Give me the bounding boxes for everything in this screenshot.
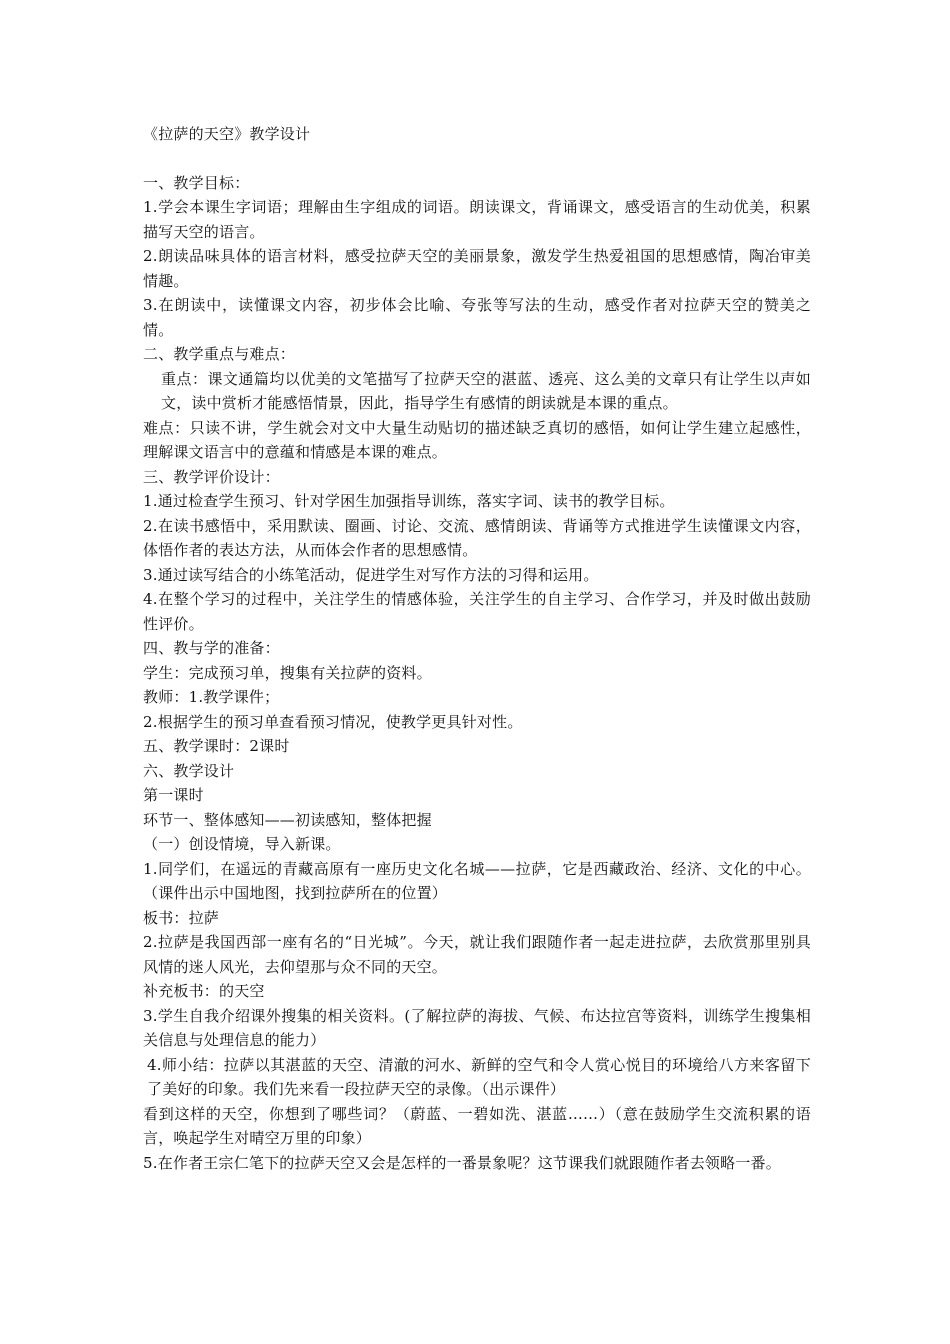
paragraph: 看到这样的天空，你想到了哪些词？（蔚蓝、一碧如洗、湛蓝……）（意在鼓励学生交流积累的语言，唤起学生对晴空万里的印象）: [143, 1104, 811, 1147]
paragraph: 四、教与学的准备：: [143, 639, 280, 657]
paragraph: 3.通过读写结合的小练笔活动，促进学生对写作方法的习得和运用。: [143, 565, 599, 584]
paragraph: 难点：只读不讲，学生就会对文中大量生动贴切的描述缺乏真切的感悟，如何让学生建立起感性，理解课文语言中的意蕴和情感是本课的难点。: [143, 418, 811, 461]
paragraph: 第一课时: [143, 786, 204, 804]
paragraph: （一）创设情境，导入新课。: [143, 835, 341, 853]
paragraph: 4.师小结：拉萨以其湛蓝的天空、清澈的河水、新鲜的空气和令人赏心悦目的环境给八方来客留下了美好的印象。我们先来看一段拉萨天空的录像。（出示课件）: [147, 1055, 811, 1098]
paragraph: 重点：课文通篇均以优美的文笔描写了拉萨天空的湛蓝、透亮、这么美的文章只有让学生以声如文，读中赏析才能感悟情景，因此，指导学生有感情的朗读就是本课的重点。: [161, 369, 811, 412]
paragraph: 六、教学设计: [143, 761, 235, 780]
document-body: [143, 171, 811, 1176]
paragraph: 二、教学重点与难点：: [143, 345, 296, 363]
document-title: 《拉萨的天空》教学设计: [143, 125, 311, 143]
paragraph: 补充板书：的天空: [143, 982, 265, 1000]
paragraph: 2.朗读品味具体的语言材料，感受拉萨天空的美丽景象，激发学生热爱祖国的思想感情，陶冶审美情趣。: [143, 247, 811, 290]
paragraph: 2.拉萨是我国西部一座有名的“日光城”。今天，就让我们跟随作者一起走进拉萨，去欣赏那里别具风情的迷人风光，去仰望那与众不同的天空。: [143, 933, 811, 976]
paragraph: 5.在作者王宗仁笔下的拉萨天空又会是怎样的一番景象呢？这节课我们就跟随作者去领略一番。: [143, 1153, 781, 1172]
paragraph: 3.学生自我介绍课外搜集的相关资料。(了解拉萨的海拔、气候、布达拉宫等资料，训练学生搜集相关信息与处理信息的能力）: [143, 1006, 811, 1049]
paragraph: 板书：拉萨: [143, 908, 220, 927]
paragraph: 环节一、整体感知——初读感知，整体把握: [143, 810, 432, 829]
paragraph: 五、教学课时：2课时: [143, 737, 290, 755]
paragraph: 4.在整个学习的过程中，关注学生的情感体验，关注学生的自主学习、合作学习，并及时做出鼓励性评价。: [143, 590, 811, 633]
paragraph: 3.在朗读中，读懂课文内容，初步体会比喻、夸张等写法的生动，感受作者对拉萨天空的赞美之情。: [143, 296, 811, 339]
paragraph: 1.同学们，在遥远的青藏高原有一座历史文化名城——拉萨，它是西藏政治、经济、文化的中心。（课件出示中国地图，找到拉萨所在的位置）: [143, 859, 811, 902]
document-page: [143, 122, 811, 1175]
paragraph: 1.通过检查学生预习、针对学困生加强指导训练，落实字词、读书的教学目标。: [143, 492, 675, 510]
paragraph: 三、教学评价设计：: [143, 467, 280, 486]
paragraph: 2.在读书感悟中，采用默读、圈画、讨论、交流、感情朗读、背诵等方式推进学生读懂课文内容，体悟作者的表达方法，从而体会作者的思想感情。: [143, 516, 811, 559]
paragraph: 一、教学目标：: [143, 173, 250, 192]
paragraph: 2.根据学生的预习单查看预习情况，使教学更具针对性。: [143, 712, 523, 731]
paragraph: 教师：1.教学课件；: [143, 688, 280, 706]
paragraph: 1.学会本课生字词语；理解由生字组成的词语。朗读课文，背诵课文，感受语言的生动优美，积累描写天空的语言。: [143, 198, 811, 241]
paragraph: 学生：完成预习单，搜集有关拉萨的资料。: [143, 663, 432, 682]
